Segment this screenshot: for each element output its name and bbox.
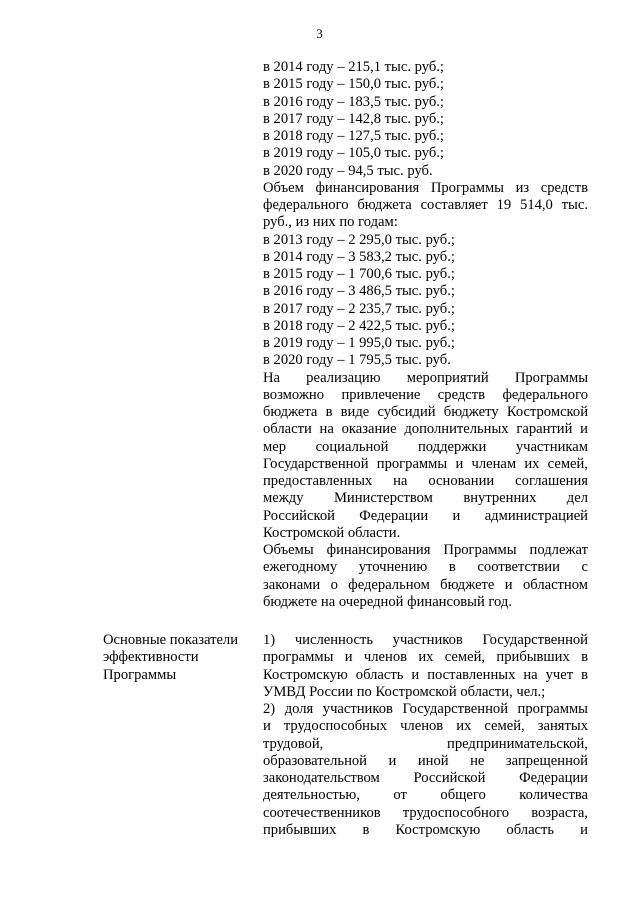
text-line: бюджете на очередной финансовый год. xyxy=(263,593,512,610)
text-line: программы и членов их семей, прибывших в xyxy=(263,649,588,666)
list-item: в 2015 году – 150,0 тыс. руб.; xyxy=(263,76,444,93)
regional-years-list xyxy=(263,59,588,180)
text-line: Объем финансирования Программы из средств xyxy=(263,179,588,196)
text-line: федерального бюджета составляет 19 514,0 тыс. xyxy=(263,197,588,213)
page-number: 3 xyxy=(316,26,323,41)
text-line: Государственной программы и членам их семей, xyxy=(263,455,588,472)
text-line: Костромской области. xyxy=(263,524,401,541)
text-line: Основные показатели xyxy=(103,632,239,648)
federal-intro-paragraph xyxy=(263,180,588,232)
adjust-paragraph xyxy=(263,542,588,611)
federal-years-list xyxy=(263,232,588,370)
text-line: руб., из них по годам: xyxy=(263,214,398,231)
list-item: в 2016 году – 3 486,5 тыс. руб.; xyxy=(263,283,455,300)
text-line: прибывших в Костромскую область и xyxy=(263,821,588,838)
text-line: трудовой, предпринимательской, xyxy=(263,735,588,752)
text-line: мер социальной поддержки участникам xyxy=(263,438,588,455)
text-line: ежегодному уточнению в соответствии с xyxy=(263,559,588,576)
text-line: Костромскую область и поставленных на учет в xyxy=(263,666,588,683)
text-line: законодательством Российской Федерации xyxy=(263,770,588,786)
text-line: образовательной и иной не запрещенной xyxy=(263,752,588,769)
text-line: УМВД России по Костромской области, чел.; xyxy=(263,683,546,700)
text-line: 2) доля участников Государственной программы xyxy=(263,701,588,717)
text-line: и трудоспособных членов их семей, занятых xyxy=(263,718,588,735)
indicators-block xyxy=(263,632,588,839)
text-line: Объемы финансирования Программы подлежат xyxy=(263,542,588,558)
list-item: в 2015 году – 1 700,6 тыс. руб.; xyxy=(263,266,455,282)
text-line: бюджета в виде субсидий бюджету Костромской xyxy=(263,404,588,420)
indicator-2 xyxy=(263,701,588,839)
list-item: в 2020 году – 94,5 тыс. руб. xyxy=(263,162,433,179)
text-line: между Министерством внутренних дел xyxy=(263,490,588,507)
indicators-label xyxy=(103,632,253,684)
list-item: в 2013 году – 2 295,0 тыс. руб.; xyxy=(263,231,455,248)
list-item: в 2017 году – 2 235,7 тыс. руб.; xyxy=(263,300,455,317)
list-item: в 2017 году – 142,8 тыс. руб.; xyxy=(263,110,444,127)
text-line: эффективности xyxy=(103,649,199,666)
text-line: законами о федеральном бюджете и областном xyxy=(263,576,588,593)
text-line: Программы xyxy=(103,666,177,683)
subsidy-paragraph xyxy=(263,370,588,543)
list-item: в 2016 году – 183,5 тыс. руб.; xyxy=(263,93,444,110)
list-item: в 2018 году – 2 422,5 тыс. руб.; xyxy=(263,317,455,334)
list-item: в 2014 году – 215,1 тыс. руб.; xyxy=(263,59,444,75)
indicator-1 xyxy=(263,632,588,701)
text-line: Российской Федерации и администрацией xyxy=(263,507,588,524)
list-item: в 2018 году – 127,5 тыс. руб.; xyxy=(263,128,444,144)
list-item: в 2014 году – 3 583,2 тыс. руб.; xyxy=(263,248,455,265)
text-line: возможно привлечение средств федерального xyxy=(263,386,588,403)
list-item: в 2020 году – 1 795,5 тыс. руб. xyxy=(263,352,451,369)
text-line: деятельностью, от общего количества xyxy=(263,787,588,804)
list-item: в 2019 году – 105,0 тыс. руб.; xyxy=(263,145,444,162)
text-line: предоставленных на основании соглашения xyxy=(263,473,588,489)
text-line: На реализацию мероприятий Программы xyxy=(263,369,588,386)
text-line: области на оказание дополнительных гарантий и xyxy=(263,421,588,438)
list-item: в 2019 году – 1 995,0 тыс. руб.; xyxy=(263,335,455,351)
financing-block xyxy=(263,59,588,611)
text-line: 1) численность участников Государственной xyxy=(263,632,588,648)
text-line: соотечественников трудоспособного возраста, xyxy=(263,804,588,821)
